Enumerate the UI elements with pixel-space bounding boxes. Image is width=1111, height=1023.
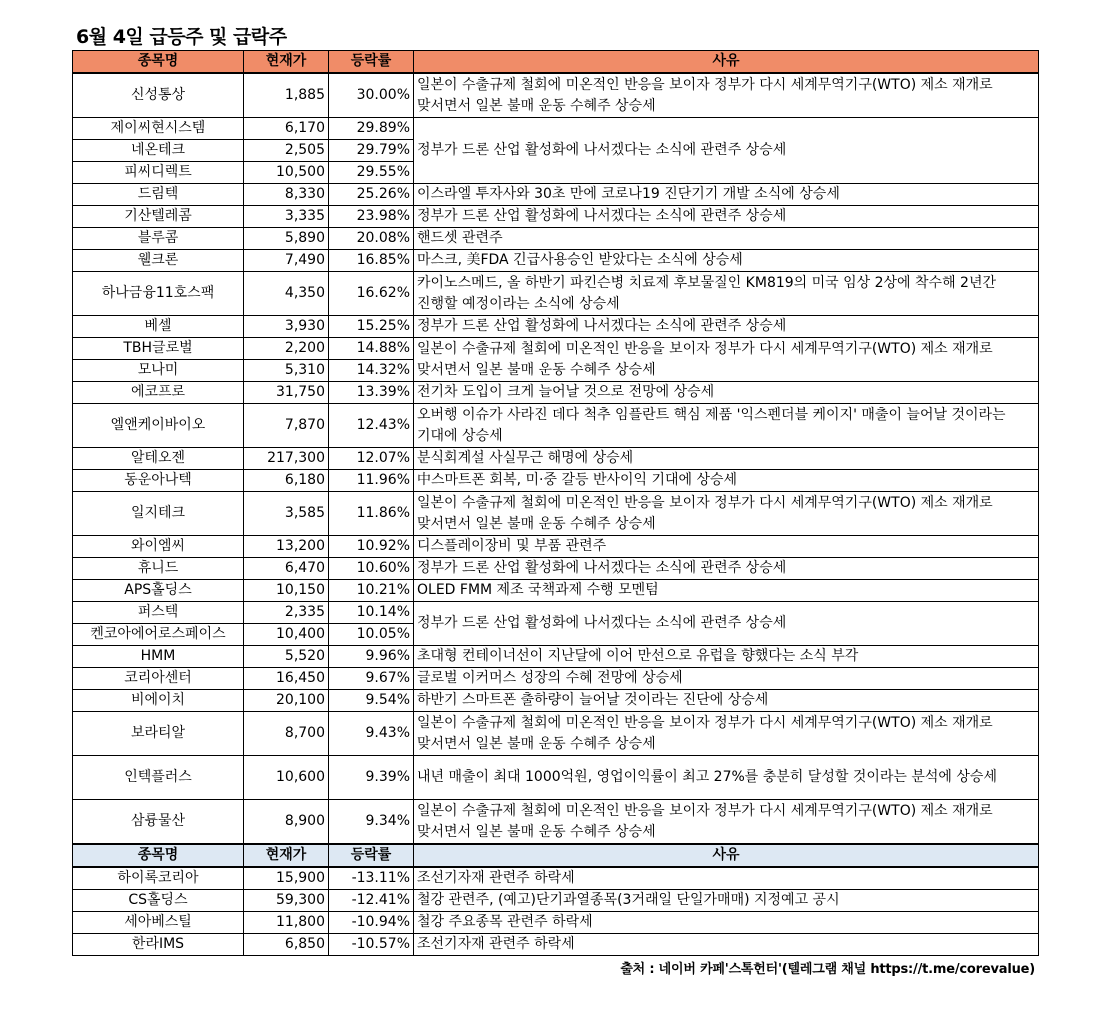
- stock-name: 웰크론: [73, 250, 244, 272]
- stock-rate: 16.85%: [329, 250, 414, 272]
- stock-price: 59,300: [244, 890, 329, 912]
- stock-name: 드림텍: [73, 184, 244, 206]
- stock-price: 6,180: [244, 470, 329, 492]
- gainer-row: [73, 118, 1039, 140]
- stock-price: 3,930: [244, 316, 329, 338]
- stock-rate: 29.79%: [329, 140, 414, 162]
- header-reason: 사유: [414, 844, 1039, 867]
- gainer-row: [73, 404, 1039, 448]
- gainer-row: [73, 690, 1039, 712]
- gainer-row: [73, 646, 1039, 668]
- stock-price: 16,450: [244, 668, 329, 690]
- gainer-row: [73, 338, 1039, 360]
- stock-reason: 일본이 수출규제 철회에 미온적인 반응을 보이자 정부가 다시 세계무역기구(WTO) 제소 재개로 맞서면서 일본 불매 운동 수혜주 상승세: [414, 338, 1039, 382]
- stock-name: 세아베스틸: [73, 912, 244, 934]
- stock-rate: 10.60%: [329, 558, 414, 580]
- stock-name: 에코프로: [73, 382, 244, 404]
- stock-reason: 정부가 드론 산업 활성화에 나서겠다는 소식에 관련주 상승세: [414, 602, 1039, 646]
- gainer-row: [73, 73, 1039, 118]
- stock-rate: 10.92%: [329, 536, 414, 558]
- stock-price: 11,800: [244, 912, 329, 934]
- stock-reason: 일본이 수출규제 철회에 미온적인 반응을 보이자 정부가 다시 세계무역기구(WTO) 제소 재개로 맞서면서 일본 불매 운동 수혜주 상승세: [414, 492, 1039, 536]
- stock-name: 삼륭물산: [73, 800, 244, 845]
- stock-rate: 10.14%: [329, 602, 414, 624]
- gainer-row: [73, 382, 1039, 404]
- stock-name: 동운아나텍: [73, 470, 244, 492]
- stock-price: 5,310: [244, 360, 329, 382]
- stock-name: 피씨디렉트: [73, 162, 244, 184]
- stock-rate: 10.05%: [329, 624, 414, 646]
- gainer-row: [73, 316, 1039, 338]
- stock-price: 2,505: [244, 140, 329, 162]
- stock-name: 제이씨현시스템: [73, 118, 244, 140]
- stock-price: 6,170: [244, 118, 329, 140]
- gainer-row: [73, 558, 1039, 580]
- stock-name: 코리아센터: [73, 668, 244, 690]
- stock-rate: 9.34%: [329, 800, 414, 845]
- stock-rate: 9.43%: [329, 712, 414, 756]
- stock-reason: 철강 관련주, (예고)단기과열종목(3거래일 단일가매매) 지정예고 공시: [414, 890, 1039, 912]
- stock-rate: 9.54%: [329, 690, 414, 712]
- stock-price: 6,850: [244, 934, 329, 956]
- stock-reason: 디스플레이장비 및 부품 관련주: [414, 536, 1039, 558]
- header-reason: 사유: [414, 51, 1039, 74]
- stock-price: 10,600: [244, 756, 329, 800]
- stock-price: 3,335: [244, 206, 329, 228]
- stock-rate: 20.08%: [329, 228, 414, 250]
- stock-price: 10,500: [244, 162, 329, 184]
- header-name: 종목명: [73, 844, 244, 867]
- stock-name: 모나미: [73, 360, 244, 382]
- stock-rate: 9.96%: [329, 646, 414, 668]
- stock-rate: 25.26%: [329, 184, 414, 206]
- header-rate: 등락률: [329, 844, 414, 867]
- stock-name: 일지테크: [73, 492, 244, 536]
- stock-reason: 글로벌 이커머스 성장의 수혜 전망에 상승세: [414, 668, 1039, 690]
- stock-price: 2,200: [244, 338, 329, 360]
- stock-price: 5,520: [244, 646, 329, 668]
- stock-rate: 14.88%: [329, 338, 414, 360]
- stock-reason: OLED FMM 제조 국책과제 수행 모멘텀: [414, 580, 1039, 602]
- stock-name: 블루콤: [73, 228, 244, 250]
- stock-table: [72, 50, 1039, 956]
- stock-reason: 핸드셋 관련주: [414, 228, 1039, 250]
- header-price: 현재가: [244, 844, 329, 867]
- gainer-row: [73, 800, 1039, 845]
- stock-price: 10,400: [244, 624, 329, 646]
- stock-reason: 내년 매출이 최대 1000억원, 영업이익률이 최고 27%를 충분히 달성할 것이라는 분석에 상승세: [414, 756, 1039, 800]
- stock-name: 베셀: [73, 316, 244, 338]
- stock-price: 10,150: [244, 580, 329, 602]
- gainer-row: [73, 756, 1039, 800]
- page-title: 6월 4일 급등주 및 급락주: [76, 26, 287, 48]
- gainer-row: [73, 712, 1039, 756]
- stock-price: 217,300: [244, 448, 329, 470]
- stock-price: 7,870: [244, 404, 329, 448]
- stock-name: 엘앤케이바이오: [73, 404, 244, 448]
- stock-rate: 14.32%: [329, 360, 414, 382]
- gainer-row: [73, 536, 1039, 558]
- header-rate: 등락률: [329, 51, 414, 74]
- gainer-row: [73, 250, 1039, 272]
- stock-reason: 일본이 수출규제 철회에 미온적인 반응을 보이자 정부가 다시 세계무역기구(WTO) 제소 재개로 맞서면서 일본 불매 운동 수혜주 상승세: [414, 73, 1039, 118]
- stock-reason: 정부가 드론 산업 활성화에 나서겠다는 소식에 관련주 상승세: [414, 558, 1039, 580]
- stock-name: 한라IMS: [73, 934, 244, 956]
- gainer-row: [73, 206, 1039, 228]
- stock-rate: 16.62%: [329, 272, 414, 316]
- stock-reason: 초대형 컨테이너선이 지난달에 이어 만선으로 유럽을 향했다는 소식 부각: [414, 646, 1039, 668]
- gainer-row: [73, 492, 1039, 536]
- stock-price: 6,470: [244, 558, 329, 580]
- stock-reason: 조선기자재 관련주 하락세: [414, 867, 1039, 890]
- stock-rate: -10.94%: [329, 912, 414, 934]
- stock-rate: 11.96%: [329, 470, 414, 492]
- stock-reason: 일본이 수출규제 철회에 미온적인 반응을 보이자 정부가 다시 세계무역기구(WTO) 제소 재개로 맞서면서 일본 불매 운동 수혜주 상승세: [414, 712, 1039, 756]
- stock-reason: 하반기 스마트폰 출하량이 늘어날 것이라는 진단에 상승세: [414, 690, 1039, 712]
- stock-price: 20,100: [244, 690, 329, 712]
- stock-name: TBH글로벌: [73, 338, 244, 360]
- stock-rate: -12.41%: [329, 890, 414, 912]
- stock-rate: 30.00%: [329, 73, 414, 118]
- stock-rate: 15.25%: [329, 316, 414, 338]
- stock-rate: -10.57%: [329, 934, 414, 956]
- stock-price: 4,350: [244, 272, 329, 316]
- losers-header-row: [73, 844, 1039, 867]
- stock-reason: 철강 주요종목 관련주 하락세: [414, 912, 1039, 934]
- stock-reason: 오버행 이슈가 사라진 데다 척추 임플란트 핵심 제품 '익스펜더블 케이지' 매출이 늘어날 것이라는 기대에 상승세: [414, 404, 1039, 448]
- stock-reason: 마스크, 美FDA 긴급사용승인 받았다는 소식에 상승세: [414, 250, 1039, 272]
- losers-body: [73, 867, 1039, 956]
- loser-row: [73, 934, 1039, 956]
- stock-price: 1,885: [244, 73, 329, 118]
- stock-name: 인텍플러스: [73, 756, 244, 800]
- stock-rate: 12.07%: [329, 448, 414, 470]
- gainer-row: [73, 580, 1039, 602]
- gainers-body: [73, 73, 1039, 844]
- stock-rate: 23.98%: [329, 206, 414, 228]
- stock-rate: 12.43%: [329, 404, 414, 448]
- stock-reason: 분식회계설 사실무근 해명에 상승세: [414, 448, 1039, 470]
- stock-rate: 11.86%: [329, 492, 414, 536]
- stock-reason: 정부가 드론 산업 활성화에 나서겠다는 소식에 관련주 상승세: [414, 118, 1039, 184]
- stock-rate: 13.39%: [329, 382, 414, 404]
- stock-name: HMM: [73, 646, 244, 668]
- stock-name: APS홀딩스: [73, 580, 244, 602]
- stock-name: 비에이치: [73, 690, 244, 712]
- gainer-row: [73, 602, 1039, 624]
- stock-price: 7,490: [244, 250, 329, 272]
- stock-reason: 전기차 도입이 크게 늘어날 것으로 전망에 상승세: [414, 382, 1039, 404]
- stock-rate: 29.55%: [329, 162, 414, 184]
- stock-rate: 9.39%: [329, 756, 414, 800]
- stock-reason: 일본이 수출규제 철회에 미온적인 반응을 보이자 정부가 다시 세계무역기구(WTO) 제소 재개로 맞서면서 일본 불매 운동 수혜주 상승세: [414, 800, 1039, 845]
- stock-name: 하이록코리아: [73, 867, 244, 890]
- header-name: 종목명: [73, 51, 244, 74]
- stock-price: 2,335: [244, 602, 329, 624]
- stock-name: 휴니드: [73, 558, 244, 580]
- stock-price: 13,200: [244, 536, 329, 558]
- header-price: 현재가: [244, 51, 329, 74]
- stock-name: 알테오젠: [73, 448, 244, 470]
- gainer-row: [73, 448, 1039, 470]
- stock-name: 신성통상: [73, 73, 244, 118]
- stock-name: 퍼스텍: [73, 602, 244, 624]
- stock-reason: 정부가 드론 산업 활성화에 나서겠다는 소식에 관련주 상승세: [414, 316, 1039, 338]
- loser-row: [73, 890, 1039, 912]
- stock-reason: 카이노스메드, 올 하반기 파킨슨병 치료제 후보물질인 KM819의 미국 임상 2상에 착수해 2년간 진행할 예정이라는 소식에 상승세: [414, 272, 1039, 316]
- stock-price: 15,900: [244, 867, 329, 890]
- gainer-row: [73, 272, 1039, 316]
- gainers-header-row: [73, 51, 1039, 74]
- stock-name: 보라티알: [73, 712, 244, 756]
- stock-price: 8,900: [244, 800, 329, 845]
- stock-price: 31,750: [244, 382, 329, 404]
- gainer-row: [73, 228, 1039, 250]
- gainer-row: [73, 470, 1039, 492]
- stock-price: 5,890: [244, 228, 329, 250]
- stock-name: 기산텔레콤: [73, 206, 244, 228]
- stock-rate: 9.67%: [329, 668, 414, 690]
- stock-name: 와이엠씨: [73, 536, 244, 558]
- stock-reason: 정부가 드론 산업 활성화에 나서겠다는 소식에 관련주 상승세: [414, 206, 1039, 228]
- stock-price: 8,700: [244, 712, 329, 756]
- stock-reason: 中스마트폰 회복, 미·중 갈등 반사이익 기대에 상승세: [414, 470, 1039, 492]
- gainer-row: [73, 668, 1039, 690]
- stock-name: 네온테크: [73, 140, 244, 162]
- stock-name: 켄코아에어로스페이스: [73, 624, 244, 646]
- stock-price: 3,585: [244, 492, 329, 536]
- stock-name: 하나금융11호스팩: [73, 272, 244, 316]
- stock-rate: 29.89%: [329, 118, 414, 140]
- stock-rate: 10.21%: [329, 580, 414, 602]
- loser-row: [73, 912, 1039, 934]
- stock-reason: 이스라엘 투자사와 30초 만에 코로나19 진단기기 개발 소식에 상승세: [414, 184, 1039, 206]
- stock-rate: -13.11%: [329, 867, 414, 890]
- stock-name: CS홀딩스: [73, 890, 244, 912]
- loser-row: [73, 867, 1039, 890]
- stock-price: 8,330: [244, 184, 329, 206]
- source-note: 출처 : 네이버 카페'스톡헌터'(텔레그램 채널 https://t.me/corevalue): [620, 962, 1035, 977]
- stock-reason: 조선기자재 관련주 하락세: [414, 934, 1039, 956]
- gainer-row: [73, 184, 1039, 206]
